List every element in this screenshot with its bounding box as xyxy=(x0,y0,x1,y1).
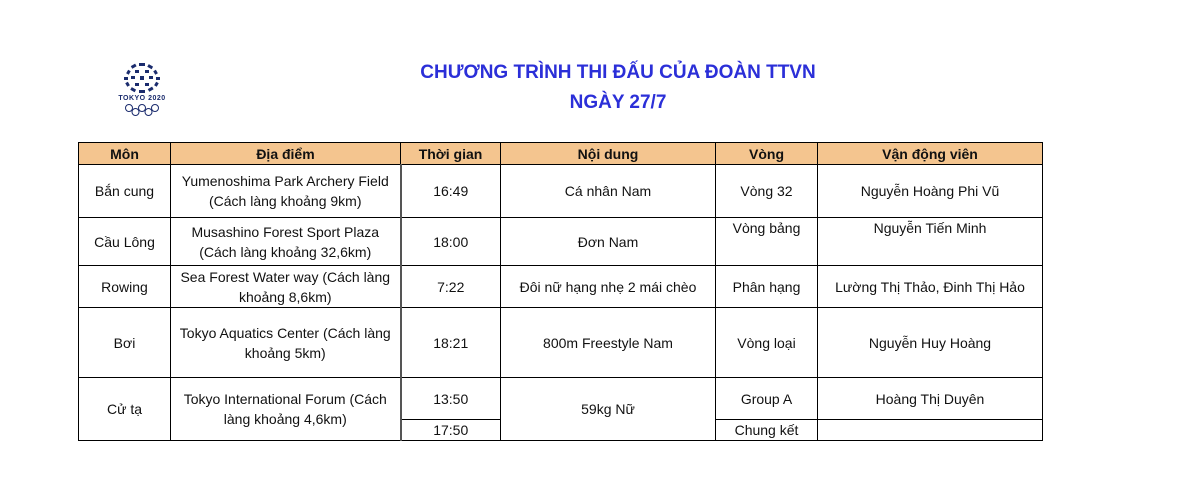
table-row xyxy=(79,218,1043,266)
cell-round: Vòng bảng xyxy=(716,218,818,266)
table-header-row xyxy=(79,143,1043,165)
schedule-table xyxy=(78,142,1043,441)
cell-sport: Bơi xyxy=(79,308,171,378)
logo-text: TOKYO 2020 xyxy=(118,95,166,102)
cell-round: Phân hạng xyxy=(716,266,818,308)
cell-time: 16:49 xyxy=(401,165,501,218)
cell-venue xyxy=(171,378,401,441)
venue-text: Yumenoshima Park Archery Field (Cách làng khoảng 9km) xyxy=(181,173,389,209)
cell-venue xyxy=(171,165,401,218)
table-row xyxy=(79,266,1043,308)
cell-time: 7:22 xyxy=(401,266,501,308)
venue-text: Sea Forest Water way (Cách làng khoảng 8,6km) xyxy=(180,268,391,305)
cell-time: 13:50 xyxy=(401,378,501,420)
cell-sport: Rowing xyxy=(79,266,171,308)
cell-event: 800m Freestyle Nam xyxy=(501,308,716,378)
cell-round: Chung kết xyxy=(716,420,818,441)
page-subtitle-date: NGÀY 27/7 xyxy=(569,92,667,113)
venue-text: Musashino Forest Sport Plaza (Cách làng khoảng 32,6km) xyxy=(191,223,380,260)
cell-athletes: Hoàng Thị Duyên xyxy=(818,378,1043,420)
cell-time: 18:21 xyxy=(401,308,501,378)
cell-athletes xyxy=(818,420,1043,441)
cell-venue xyxy=(171,266,401,308)
table-row xyxy=(79,378,1043,420)
venue-text: Tokyo International Forum (Cách làng khoảng 4,6km) xyxy=(183,391,387,427)
cell-sport: Cử tạ xyxy=(79,378,171,441)
cell-sport: Cầu Lông xyxy=(79,218,171,266)
column-header-event: Nội dung xyxy=(501,143,716,165)
cell-athletes: Nguyễn Huy Hoàng xyxy=(818,308,1043,378)
venue-text: Tokyo Aquatics Center (Cách làng khoảng 5km) xyxy=(179,324,391,361)
column-header-venue: Địa điểm xyxy=(171,143,401,165)
column-header-athletes: Vận động viên xyxy=(818,143,1043,165)
column-header-round: Vòng xyxy=(716,143,818,165)
cell-event: Đôi nữ hạng nhẹ 2 mái chèo xyxy=(501,266,716,308)
cell-round: Vòng loại xyxy=(716,308,818,378)
cell-venue xyxy=(171,218,401,266)
cell-event: Đơn Nam xyxy=(501,218,716,266)
cell-athletes: Lường Thị Thảo, Đinh Thị Hảo xyxy=(818,266,1043,308)
cell-athletes: Nguyễn Hoàng Phi Vũ xyxy=(818,165,1043,218)
cell-sport: Bắn cung xyxy=(79,165,171,218)
cell-event: 59kg Nữ xyxy=(501,378,716,441)
cell-event: Cá nhân Nam xyxy=(501,165,716,218)
table-row xyxy=(79,308,1043,378)
cell-time: 17:50 xyxy=(401,420,501,441)
table-row xyxy=(79,165,1043,218)
cell-round: Vòng 32 xyxy=(716,165,818,218)
cell-round: Group A xyxy=(716,378,818,420)
cell-time: 18:00 xyxy=(401,218,501,266)
column-header-sport: Môn xyxy=(79,143,171,165)
cell-athletes: Nguyễn Tiến Minh xyxy=(818,218,1043,266)
column-header-time: Thời gian xyxy=(401,143,501,165)
page-title: CHƯƠNG TRÌNH THI ĐẤU CỦA ĐOÀN TTVN xyxy=(420,62,816,83)
cell-venue xyxy=(171,308,401,378)
